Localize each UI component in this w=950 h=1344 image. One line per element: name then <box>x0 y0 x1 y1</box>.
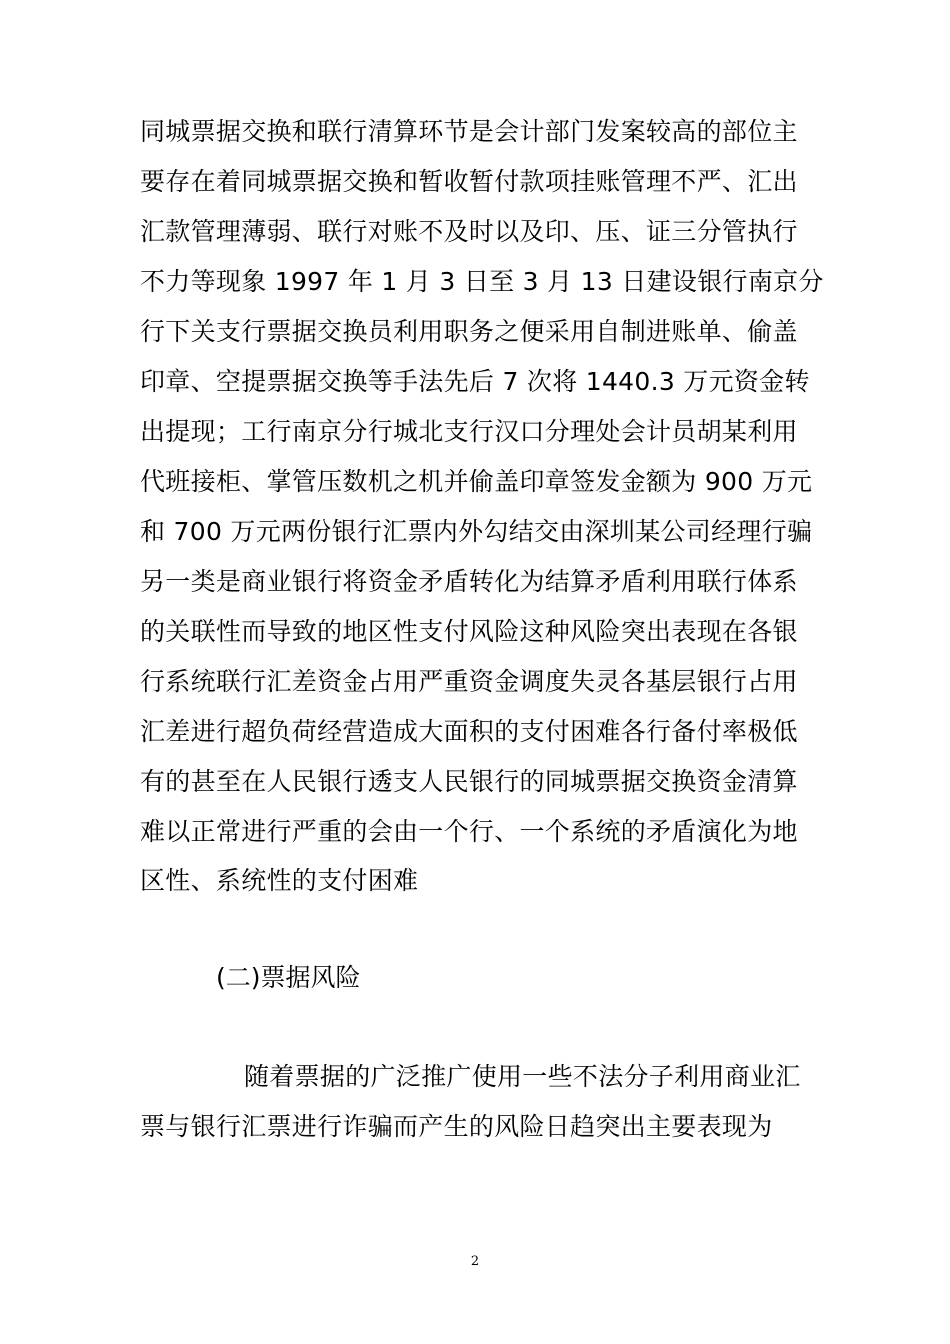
paragraph-1-line: 区性、系统性的支付困难 <box>140 866 419 895</box>
paragraph-1-line: 的关联性而导致的地区性支付风险这种风险突出表现在各银 <box>140 617 798 646</box>
paragraph-1-line: 难以正常进行严重的会由一个行、一个系统的矛盾演化为地 <box>140 817 798 846</box>
paragraph-1-line: 行系统联行汇差资金占用严重资金调度失灵各基层银行占用 <box>140 667 798 696</box>
paragraph-1-line: 另一类是商业银行将资金矛盾转化为结算矛盾利用联行体系 <box>140 567 798 596</box>
paragraph-1-line: 有的甚至在人民银行透支人民银行的同城票据交换资金清算 <box>140 767 798 796</box>
paragraph-1-line: 出提现；工行南京分行城北支行汉口分理处会计员胡某利用 <box>140 417 798 446</box>
paragraph-1-line: 同城票据交换和联行清算环节是会计部门发案较高的部位主 <box>140 117 798 146</box>
paragraph-1-line: 行下关支行票据交换员利用职务之便采用自制进账单、偷盖 <box>140 317 798 346</box>
paragraph-1-line: 印章、空提票据交换等手法先后 7 次将 1440.3 万元资金转 <box>140 367 810 396</box>
paragraph-1-line: 要存在着同城票据交换和暂收暂付款项挂账管理不严、汇出 <box>140 167 798 196</box>
paragraph-1-line: 代班接柜、掌管压数机之机并偷盖印章签发金额为 900 万元 <box>140 467 813 496</box>
paragraph-1-line: 不力等现象 1997 年 1 月 3 日至 3 月 13 日建设银行南京分 <box>140 267 824 296</box>
paragraph-2-line: 票与银行汇票进行诈骗而产生的风险日趋突出主要表现为 <box>140 1112 773 1141</box>
paragraph-2-line: 随着票据的广泛推广使用一些不法分子利用商业汇 <box>244 1062 801 1091</box>
paragraph-1-line: 和 700 万元两份银行汇票内外勾结交由深圳某公司经理行骗 <box>140 517 813 546</box>
paragraph-1-line: 汇差进行超负荷经营造成大面积的支付困难各行备付率极低 <box>140 717 798 746</box>
paragraph-1-line: 汇款管理薄弱、联行对账不及时以及印、压、证三分管执行 <box>140 217 798 246</box>
page-number: 2 <box>470 1254 480 1269</box>
section-heading: (二)票据风险 <box>216 963 361 992</box>
